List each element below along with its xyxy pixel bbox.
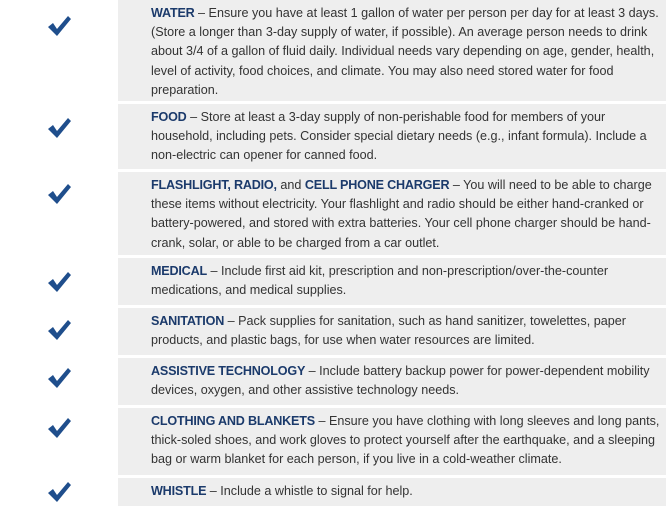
- item-label: MEDICAL: [151, 264, 207, 278]
- item-description: – Store at least a 3-day supply of non-perishable food for members of your household, including pets. Consider special dietary needs (e.g., infant formula). Include a non-electric can opener for canned food.: [151, 110, 647, 163]
- checkmark-icon: [46, 366, 72, 390]
- check-cell: [0, 408, 118, 478]
- checkmark-icon: [46, 270, 72, 294]
- checkmark-icon: [46, 14, 72, 38]
- checkmark-icon: [46, 318, 72, 342]
- checklist-row-flashlight-radio-charger: [0, 172, 666, 258]
- check-cell: [0, 308, 118, 358]
- check-cell: [0, 172, 118, 258]
- checklist-row-water: [0, 0, 666, 104]
- item-description: – Include first aid kit, prescription and non-prescription/over-the-counter medications, and medical supplies.: [151, 264, 609, 298]
- item-label: ASSISTIVE TECHNOLOGY: [151, 364, 306, 378]
- item-text: [118, 0, 666, 104]
- item-label-joiner: and: [276, 178, 305, 192]
- item-description: – Include battery backup power for power-dependent mobility devices, oxygen, and other assistive technology needs.: [151, 364, 650, 398]
- item-label: FLASHLIGHT, RADIO,: [151, 178, 277, 192]
- checkmark-icon: [46, 182, 72, 206]
- item-description: – You will need to be able to charge these items without electricity. Your flashlight and radio should be either hand-cranked or battery-powered, and stored with extra batteries. Your cell phone charger should be hand-crank, solar, or able to be charged from a car outlet.: [151, 178, 652, 250]
- checkmark-icon: [46, 480, 72, 504]
- checklist-row-clothing-blankets: [0, 408, 666, 478]
- item-text: [118, 104, 666, 172]
- item-label: CLOTHING AND BLANKETS: [151, 414, 315, 428]
- checkmark-icon: [46, 116, 72, 140]
- item-description: – Ensure you have clothing with long sleeves and long pants, thick-soled shoes, and work gloves to protect yourself after the earthquake, and a sleeping bag or warm blanket for each person, if you live in a cold-weather climate.: [151, 414, 660, 467]
- check-cell: [0, 104, 118, 172]
- item-description: – Include a whistle to signal for help.: [206, 484, 413, 498]
- checklist-row-whistle: [0, 478, 666, 506]
- item-text: [118, 408, 666, 478]
- item-description: – Pack supplies for sanitation, such as hand sanitizer, towelettes, paper products, and plastic bags, for use when water resources are limited.: [151, 314, 626, 348]
- check-cell: [0, 0, 118, 104]
- checklist-row-assistive-technology: [0, 358, 666, 408]
- item-text: [118, 258, 666, 308]
- checkmark-icon: [46, 416, 72, 440]
- check-cell: [0, 258, 118, 308]
- item-text: [118, 478, 666, 506]
- checklist-row-food: [0, 104, 666, 172]
- check-cell: [0, 478, 118, 506]
- checklist-row-sanitation: [0, 308, 666, 358]
- item-text: [118, 358, 666, 408]
- item-label: WATER: [151, 6, 195, 20]
- checklist-row-medical: [0, 258, 666, 308]
- item-text: [118, 308, 666, 358]
- check-cell: [0, 358, 118, 408]
- item-text: [118, 172, 666, 258]
- item-label-secondary: CELL PHONE CHARGER: [304, 178, 450, 192]
- item-label: WHISTLE: [151, 484, 207, 498]
- item-label: FOOD: [151, 110, 187, 124]
- item-label: SANITATION: [151, 314, 225, 328]
- item-description: – Ensure you have at least 1 gallon of water per person per day for at least 3 days. (Store a longer than 3-day supply of water, if possible). An average person needs to drink about 3/4 of a gallon of fluid daily. Individual needs vary depending on age, gender, health, level of activity, food choices, and climate. You may also need stored water for food preparation.: [151, 6, 659, 97]
